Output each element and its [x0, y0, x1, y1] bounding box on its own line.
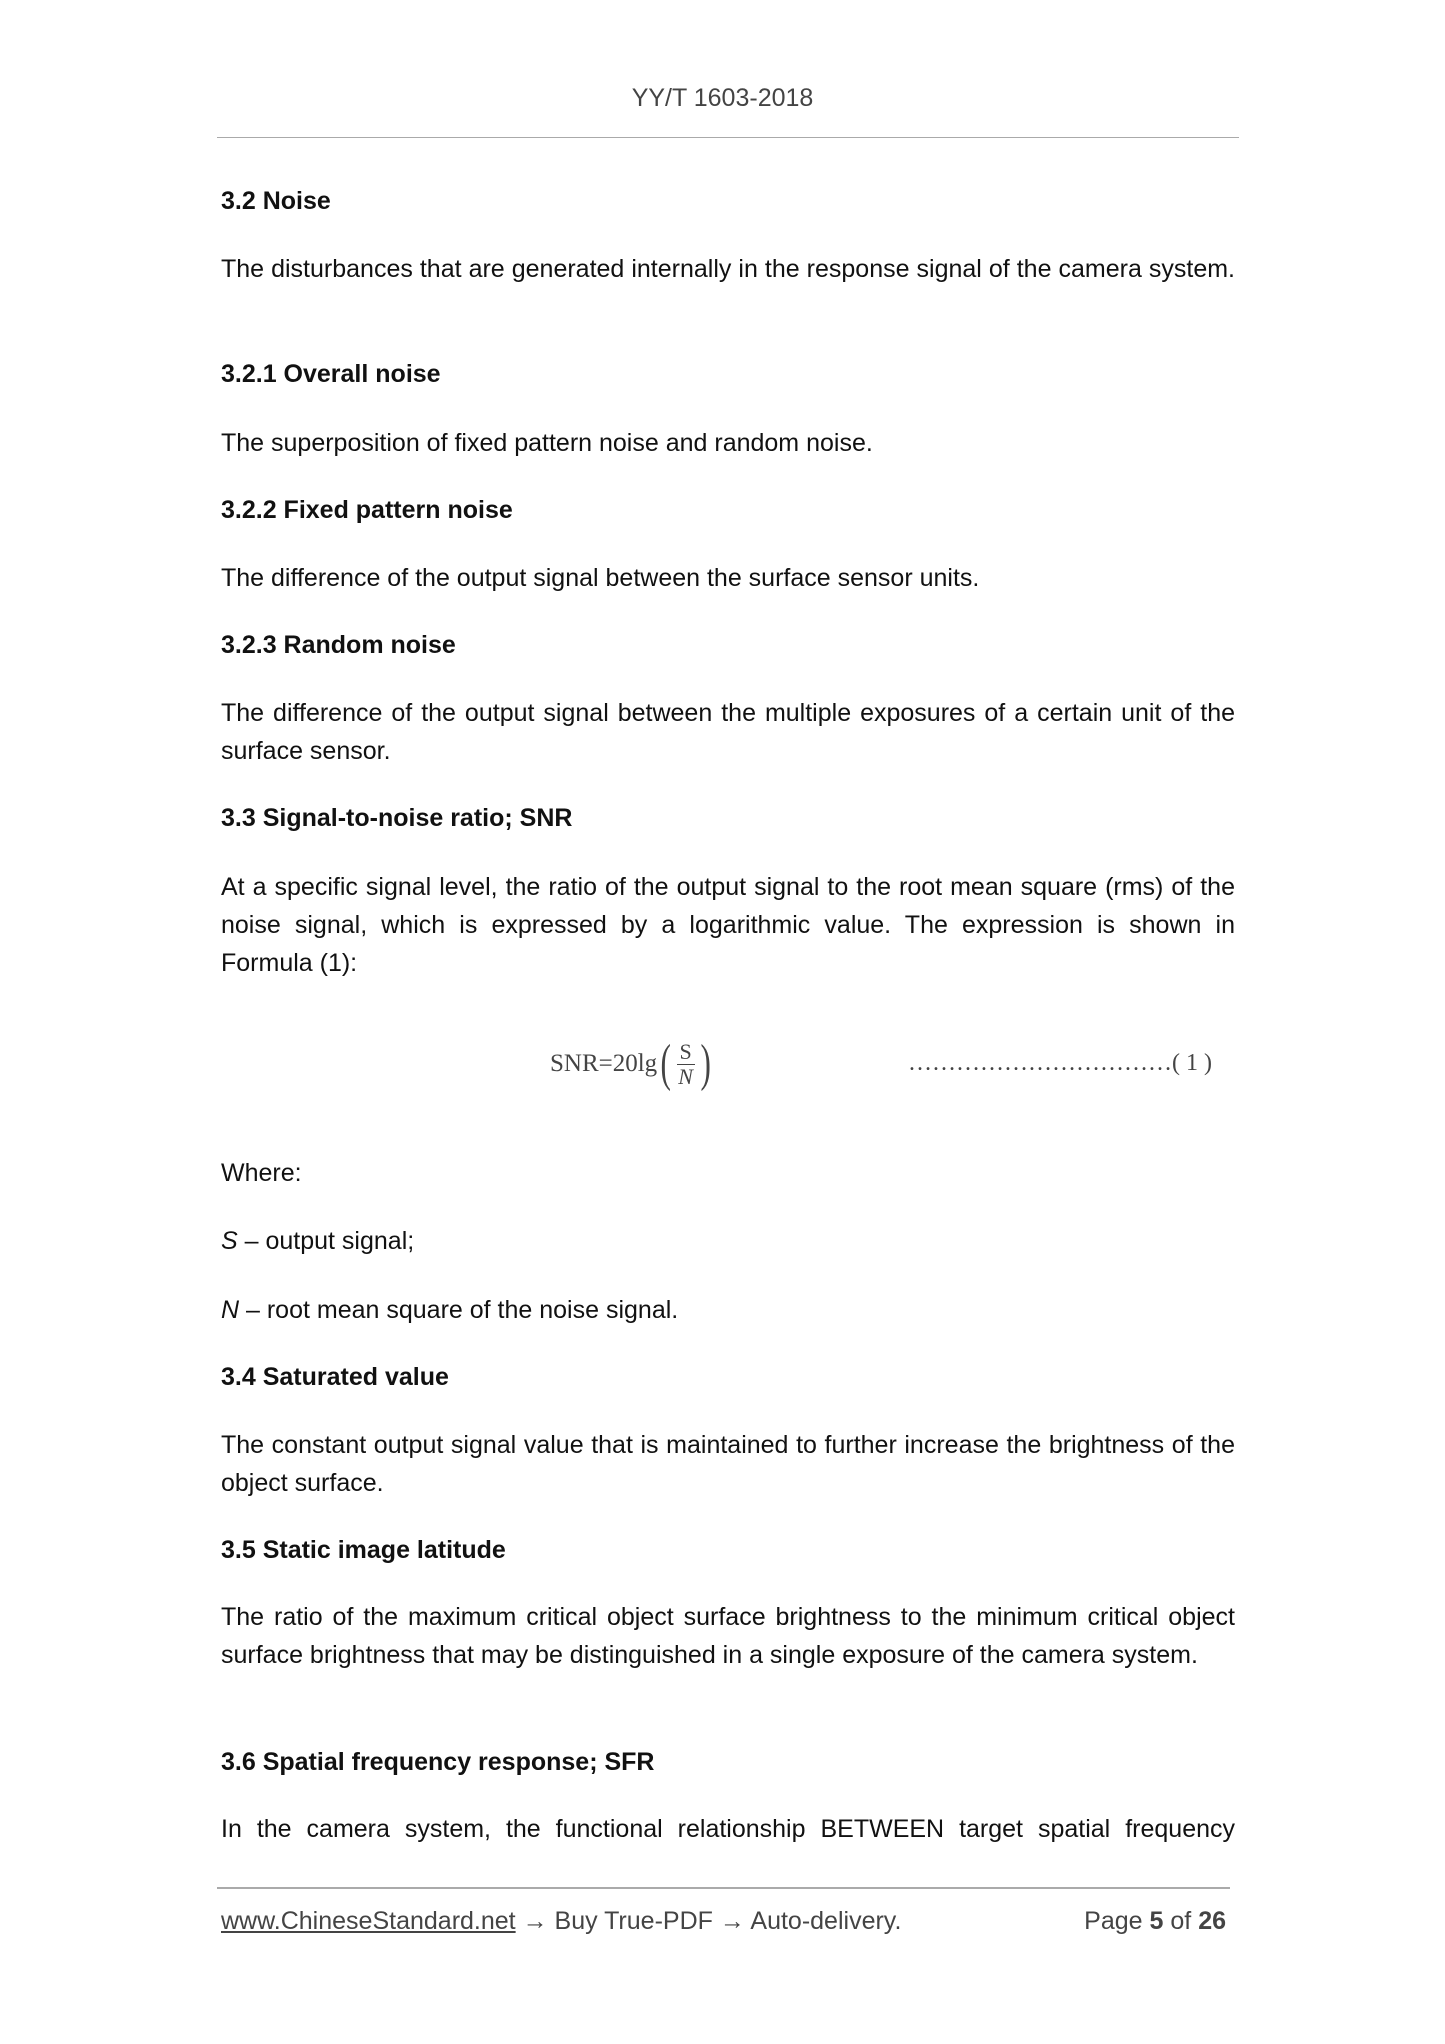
- page-number: 5: [1149, 1907, 1164, 1935]
- page-total: 26: [1198, 1907, 1226, 1935]
- of-label: of: [1170, 1907, 1192, 1935]
- promo-text: → Buy True-PDF → Auto-delivery.: [515, 1907, 902, 1935]
- fraction: [677, 1040, 695, 1089]
- desc: – output signal;: [237, 1227, 415, 1255]
- where-label: Where:: [221, 1159, 302, 1187]
- section-heading: 3.2 Noise: [221, 187, 331, 215]
- equation-number: [908, 1050, 1212, 1077]
- section-text: At a specific signal level, the ratio of the output signal to the root mean square (rms) of the noise signal, which is expressed by a logarithmic value. The expression is shown in Formula (1):: [221, 873, 1235, 977]
- section-heading: 3.2.2 Fixed pattern noise: [221, 496, 513, 524]
- desc: – root mean square of the noise signal.: [239, 1296, 679, 1324]
- section-text: The difference of the output signal between the multiple exposures of a certain unit of the surface sensor.: [221, 699, 1235, 765]
- section-heading: 3.2.1 Overall noise: [221, 360, 441, 388]
- section-heading: 3.4 Saturated value: [221, 1363, 449, 1391]
- text: The disturbances that are generated internally in the response signal of the camera system.: [221, 255, 1235, 283]
- snr-formula: [550, 1035, 714, 1092]
- page-indicator: [1084, 1907, 1226, 1936]
- denominator: N: [678, 1063, 693, 1089]
- leader-dots: ……………………………: [908, 1050, 1172, 1076]
- right-paren: ): [700, 1035, 711, 1092]
- website-link[interactable]: www.ChineseStandard.net: [221, 1907, 516, 1935]
- formula-number: ( 1 ): [1172, 1050, 1212, 1076]
- section-heading: 3.3 Signal-to-noise ratio; SNR: [221, 804, 573, 832]
- footer-promo: [221, 1907, 901, 1936]
- section-text: [221, 250, 1235, 288]
- section-heading: 3.2.3 Random noise: [221, 631, 456, 659]
- section-text: The superposition of fixed pattern noise and random noise.: [221, 429, 873, 457]
- section-text: The ratio of the maximum critical object surface brightness to the minimum critical object surface brightness that may be distinguished in a single exposure of the camera system.: [221, 1603, 1235, 1669]
- section-text: The difference of the output signal between the surface sensor units.: [221, 564, 980, 592]
- footer-divider: [217, 1887, 1230, 1889]
- header-divider: [217, 137, 1239, 138]
- page-label: Page: [1084, 1907, 1143, 1935]
- numerator: S: [677, 1040, 695, 1065]
- section-text: The constant output signal value that is maintained to further increase the brightness of the object surface.: [221, 1431, 1235, 1497]
- where-item: [221, 1291, 1235, 1329]
- section-heading: 3.6 Spatial frequency response; SFR: [221, 1748, 655, 1776]
- page-footer: [221, 1907, 1226, 1936]
- symbol: N: [221, 1296, 240, 1324]
- document-header: YY/T 1603-2018: [631, 84, 814, 112]
- section-heading: 3.5 Static image latitude: [221, 1536, 506, 1564]
- symbol: S: [221, 1227, 238, 1255]
- section-text: In the camera system, the functional relationship BETWEEN target spatial frequency: [221, 1815, 1235, 1843]
- where-item: [221, 1222, 1235, 1260]
- left-paren: (: [660, 1035, 672, 1092]
- formula-lhs: SNR=20lg: [550, 1050, 658, 1077]
